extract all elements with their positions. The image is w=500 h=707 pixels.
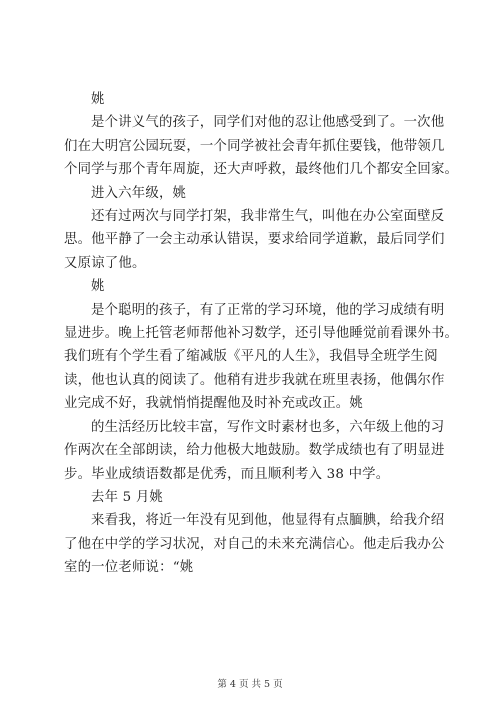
text-line: 姚	[91, 279, 105, 295]
text-line: 思。他平静了一会主动承认错误，要求给同学道歉，最后同学们	[64, 232, 445, 248]
text-line: 了他在中学的学习状况，对自己的未来充满信心。他走后我办公	[64, 536, 445, 552]
text-line: 显进步。晚上托管老师帮他补习数学，还引导他睡觉前看课外书。	[64, 326, 459, 342]
text-line: 还有过两次与同学打架，我非常生气，叫他在办公室面壁反	[91, 209, 445, 225]
text-line: 去年 5 月姚	[91, 489, 163, 505]
text-line: 又原谅了他。	[64, 255, 146, 271]
text-line: 我们班有个学生看了缩减版《平凡的人生》，我倡导全班学生阅	[64, 349, 438, 365]
text-line: 的生活经历比较丰富，写作文时素材也多，六年级上他的习	[91, 419, 445, 435]
text-line: 进入六年级，姚	[91, 185, 187, 201]
document-body	[64, 88, 459, 580]
text-line: 是个讲义气的孩子，同学们对他的忍让他感受到了。一次他	[91, 115, 445, 131]
text-line: 来看我，将近一年没有见到他，他显得有点腼腆，给我介绍	[91, 513, 445, 529]
text-line: 室的一位老师说：“姚	[64, 560, 194, 576]
text-line: 作两次在全部朗读，给力他极大地鼓励。数学成绩也有了明显进	[64, 443, 445, 459]
text-line: 读，他也认真的阅读了。他稍有进步我就在班里表扬，他偶尔作	[64, 372, 445, 388]
text-line: 个同学与那个青年周旋，还大声呼救，最终他们几个都安全回家。	[64, 162, 459, 178]
page-footer: 第 4 页 共 5 页	[217, 679, 283, 690]
text-line: 们在大明宫公园玩耍，一个同学被社会青年抓住要钱，他带领几	[64, 138, 445, 154]
text-line: 步。毕业成绩语数都是优秀，而且顺利考入 38 中学。	[64, 466, 390, 482]
text-line: 姚	[91, 92, 105, 107]
text-line: 业完成不好，我就悄悄提醒他及时补充或改正。姚	[64, 396, 363, 412]
text-line: 是个聪明的孩子，有了正常的学习环境，他的学习成绩有明	[91, 302, 445, 318]
